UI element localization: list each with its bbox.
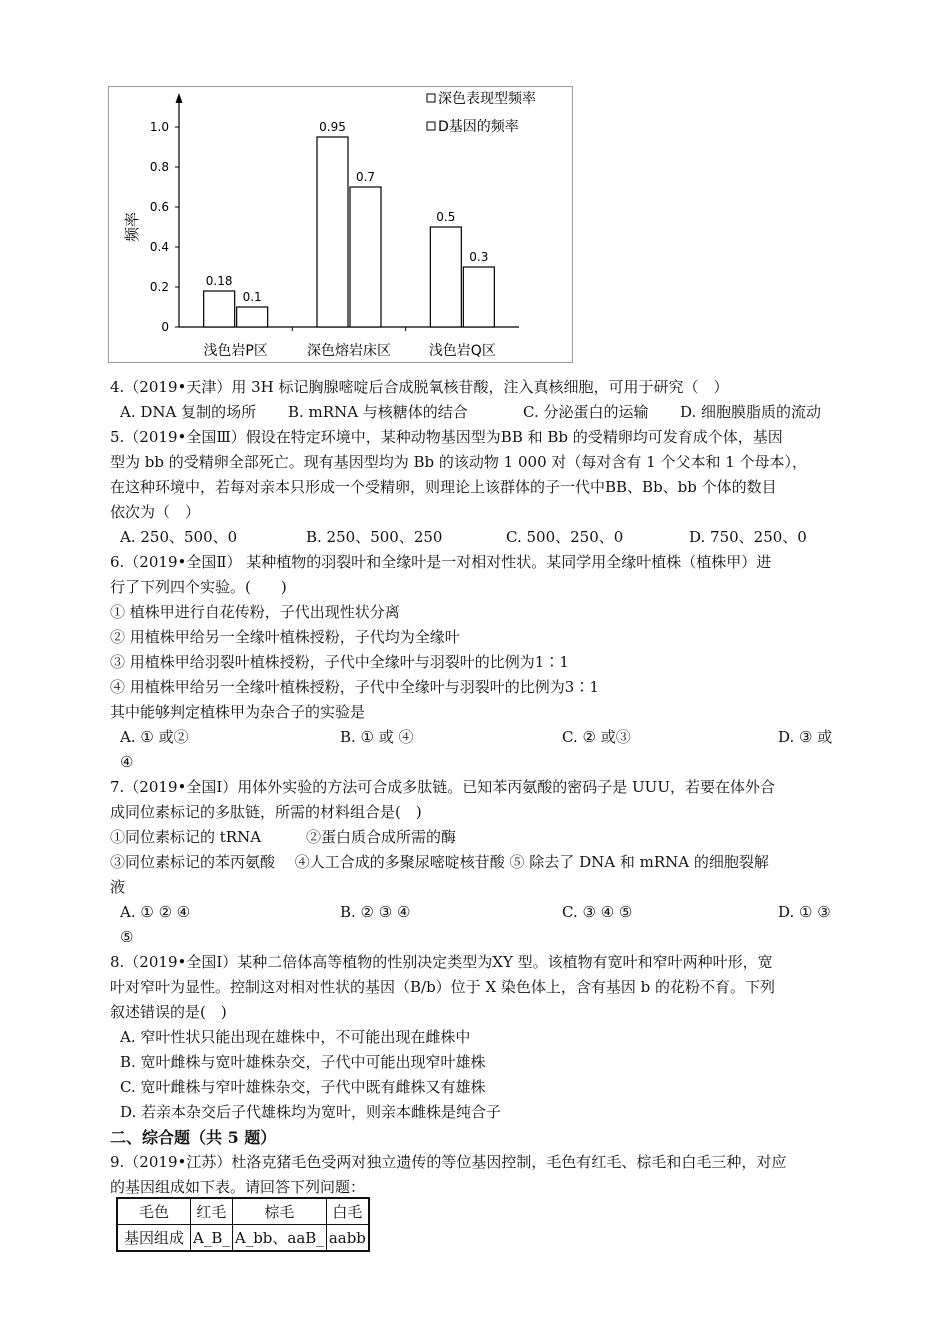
bar-data-label: 0.3 xyxy=(469,250,489,264)
q6-line: 6.（2019•全国Ⅱ） 某种植物的羽裂叶和全缘叶是一对相对性状。某同学用全缘叶植株（植株甲）进 xyxy=(110,553,772,571)
x-tick-label: 浅色岩P区 xyxy=(203,343,268,359)
q8-option-b: B. 宽叶雌株与宽叶雄株杂交，子代中可能出现窄叶雄株 xyxy=(120,1053,486,1071)
table-cell: A_B_ xyxy=(191,1225,233,1252)
q7-option-d: D. ① ③ xyxy=(778,903,831,921)
bar-d-gene xyxy=(350,187,381,327)
bar-data-label: 0.5 xyxy=(436,210,456,224)
q7-option-c: C. ③ ④ ⑤ xyxy=(562,903,633,921)
q6-option-d-cont: ④ xyxy=(120,753,134,771)
bar-data-label: 0.18 xyxy=(205,274,233,288)
q6-option-c: C. ② 或③ xyxy=(562,728,631,746)
q5-line: 型为 bb 的受精卵全部死亡。现有基因型均为 Bb 的该动物 1 000 对（每对含有 1 个父本和 1 个母本）， xyxy=(110,453,808,471)
frequency-bar-chart xyxy=(108,86,573,363)
bar-data-label: 0.1 xyxy=(242,290,262,304)
table-cell: 白毛 xyxy=(326,1198,369,1225)
y-tick-label: 0.8 xyxy=(149,160,169,174)
table-cell: 毛色 xyxy=(117,1198,191,1225)
table-row xyxy=(117,1225,369,1252)
q5-option-a: A. 250、500、0 xyxy=(120,528,238,546)
q5-line: 在这种环境中，若每对亲本只形成一个受精卵，则理论上该群体的子一代中BB、Bb、bb 个体的数目 xyxy=(110,478,777,496)
q4-stem: 4.（2019•天津）用 3H 标记胸腺嘧啶后合成脱氧核苷酸，注入真核细胞，可用于研究（ ） xyxy=(110,378,729,396)
bar-d-gene xyxy=(237,307,268,327)
q7-line: ①同位素标记的 tRNA ②蛋白质合成所需的酶 xyxy=(110,828,457,846)
q6-item: ② 用植株甲给另一全缘叶植株授粉，子代均为全缘叶 xyxy=(110,628,460,646)
x-tick-label: 浅色岩Q区 xyxy=(428,343,496,359)
q5-line: 依次为（ ） xyxy=(110,503,201,521)
q9-line: 9.（2019•江苏）杜洛克猪毛色受两对独立遗传的等位基因控制，毛色有红毛、棕毛和白毛三种，对应 xyxy=(110,1153,787,1171)
genotype-table xyxy=(116,1197,370,1252)
legend-label: D基因的频率 xyxy=(438,119,519,135)
q6-line: 行了下列四个实验。( ) xyxy=(110,578,287,596)
q4-option-c: C. 分泌蛋白的运输 xyxy=(523,403,649,421)
section-heading: 二、综合题（共 5 题） xyxy=(110,1128,277,1147)
table-cell: A_bb、aaB_ xyxy=(232,1225,326,1252)
table-cell: 红毛 xyxy=(191,1198,233,1225)
table-cell: 棕毛 xyxy=(232,1198,326,1225)
bar-dark-phenotype xyxy=(430,227,461,327)
q4-option-d: D. 细胞膜脂质的流动 xyxy=(680,403,822,421)
y-axis-label: 频率 xyxy=(123,211,141,243)
q8-option-a: A. 窄叶性状只能出现在雄株中，不可能出现在雌株中 xyxy=(120,1028,471,1046)
q8-line: 叙述错误的是( ) xyxy=(110,1003,227,1021)
y-tick-label: 0.4 xyxy=(149,240,169,254)
table-header-row xyxy=(117,1198,369,1225)
q7-option-b: B. ② ③ ④ xyxy=(340,903,411,921)
bar-data-label: 0.95 xyxy=(319,120,346,134)
y-tick-label: 1.0 xyxy=(149,120,169,134)
y-tick-label: 0.2 xyxy=(149,280,169,294)
q7-line: 成同位素标记的多肽链，所需的材料组合是( ) xyxy=(110,803,422,821)
bar-d-gene xyxy=(463,267,494,327)
q8-line: 叶对窄叶为显性。控制这对相对性状的基因（B/b）位于 X 染色体上，含有基因 b 的花粉不育。下列 xyxy=(110,978,776,996)
q6-option-b: B. ① 或 ④ xyxy=(340,728,414,746)
q5-option-b: B. 250、500、250 xyxy=(306,528,443,546)
q8-line: 8.（2019•全国Ⅰ）某种二倍体高等植物的性别决定类型为XY 型。该植物有宽叶和窄叶两种叶形，宽 xyxy=(110,953,773,971)
q7-option-d-cont: ⑤ xyxy=(120,928,134,946)
q4-option-a: A. DNA 复制的场所 xyxy=(120,403,257,421)
q6-item: ① 植株甲进行自花传粉，子代出现性状分离 xyxy=(110,603,400,621)
table-cell: aabb xyxy=(326,1225,369,1252)
x-tick-label: 深色熔岩床区 xyxy=(307,343,391,359)
bar-dark-phenotype xyxy=(204,291,235,327)
q6-item: ④ 用植株甲给另一全缘叶植株授粉，子代中全缘叶与羽裂叶的比例为3∶1 xyxy=(110,678,599,696)
bar-data-label: 0.7 xyxy=(355,170,376,184)
q8-option-c: C. 宽叶雌株与窄叶雄株杂交，子代中既有雌株又有雄株 xyxy=(120,1078,486,1096)
q6-option-d: D. ③ 或 xyxy=(778,728,833,746)
y-tick-label: 0 xyxy=(161,320,169,334)
legend-swatch xyxy=(427,94,435,102)
q6-item: ③ 用植株甲给羽裂叶植株授粉，子代中全缘叶与羽裂叶的比例为1∶1 xyxy=(110,653,569,671)
bar-dark-phenotype xyxy=(317,137,348,327)
chart-canvas xyxy=(109,87,572,362)
q9-line: 的基因组成如下表。请回答下列问题： xyxy=(110,1178,366,1196)
q7-line: 7.（2019•全国Ⅰ）用体外实验的方法可合成多肽链。已知苯丙氨酸的密码子是 UUU，若要在体外合 xyxy=(110,778,775,796)
q4-option-b: B. mRNA 与核糖体的结合 xyxy=(288,403,468,421)
table-cell: 基因组成 xyxy=(117,1225,191,1252)
legend-swatch xyxy=(427,122,435,130)
q8-option-d: D. 若亲本杂交后子代雄株均为宽叶，则亲本雌株是纯合子 xyxy=(120,1103,502,1121)
legend-label: 深色表现型频率 xyxy=(438,91,536,107)
q6-ask: 其中能够判定植株甲为杂合子的实验是 xyxy=(110,703,366,721)
q7-line: 液 xyxy=(110,878,126,896)
q7-line: ③同位素标记的苯丙氨酸 ④人工合成的多聚尿嘧啶核苷酸 ⑤ 除去了 DNA 和 mRNA 的细胞裂解 xyxy=(110,853,769,871)
q5-option-d: D. 750、250、0 xyxy=(689,528,807,546)
q7-option-a: A. ① ② ④ xyxy=(120,903,191,921)
y-axis-arrow xyxy=(176,93,183,103)
y-tick-label: 0.6 xyxy=(149,200,169,214)
q5-line: 5.（2019•全国Ⅲ）假设在特定环境中，某种动物基因型为BB 和 Bb 的受精卵均可发育成个体，基因 xyxy=(110,428,783,446)
q6-option-a: A. ① 或② xyxy=(120,728,189,746)
q5-option-c: C. 500、250、0 xyxy=(506,528,624,546)
